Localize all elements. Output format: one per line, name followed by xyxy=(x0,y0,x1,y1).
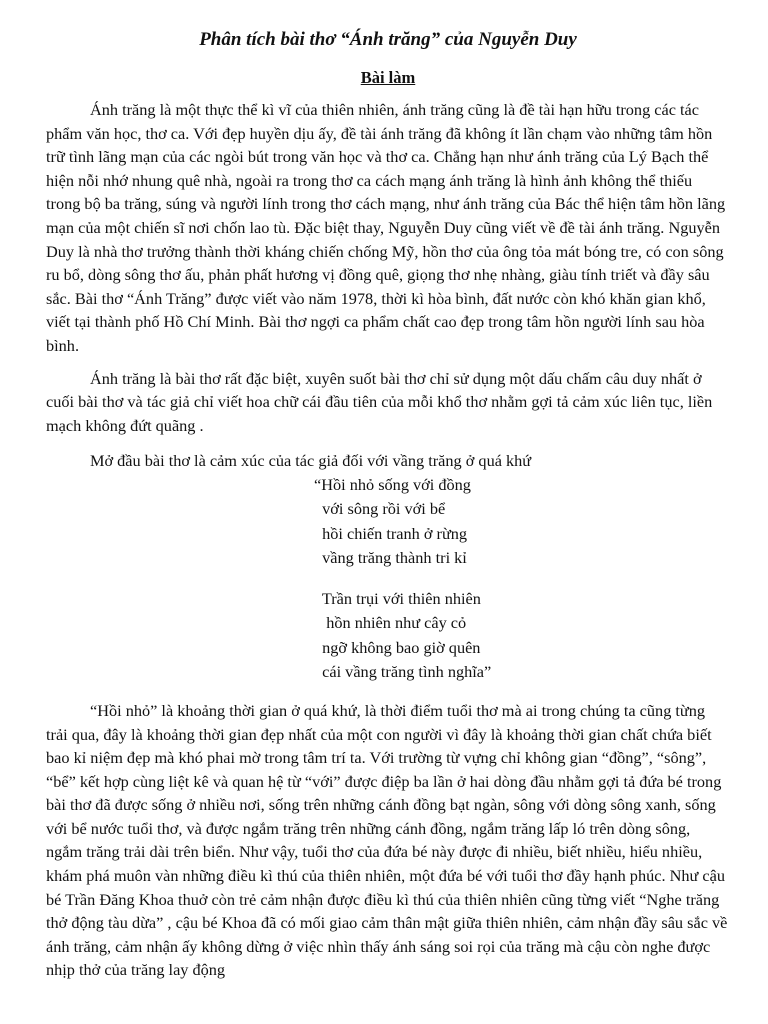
poem-line: vầng trăng thành tri kỉ xyxy=(314,548,467,568)
poem-line: với sông rồi với bể xyxy=(314,499,446,519)
poem-line: Trần trụi với thiên nhiên xyxy=(314,588,481,608)
poem-stanza-1 xyxy=(46,473,730,571)
poem-line: hồi chiến tranh ở rừng xyxy=(314,523,468,543)
poem-line: cái vầng trăng tình nghĩa” xyxy=(314,662,492,682)
poem-stanza-2 xyxy=(46,587,730,685)
poem-line: hồn nhiên như cây cỏ xyxy=(314,613,467,633)
page-title: Phân tích bài thơ “Ánh trăng” của Nguyễn Duy xyxy=(199,29,577,50)
paragraph-2: Ánh trăng là bài thơ rất đặc biệt, xuyên suốt bài thơ chỉ sử dụng một dấu chấm câu duy nhất ở cuối bài thơ và tác giả chỉ viết hoa chữ cái đầu tiên của mỗi khổ thơ nhằm gợi tả cảm xúc liên tục, liền mạch không đứt quãng . xyxy=(46,368,713,435)
paragraph-3: “Hồi nhỏ” là khoảng thời gian ở quá khứ, là thời điểm tuổi thơ mà ai trong chúng ta cũng từng trải qua, đây là khoảng thời gian đẹp nhất của một con người vì đây là khoảng thời gian chất chứa biết bao kỉ niệm đẹp mà khó phai mờ trong tâm trí ta. Với trường từ vựng chỉ không gian “đồng”, “sông”, “bể” kết hợp cùng liệt kê và quan hệ từ “với” được điệp ba lần ở hai dòng đầu nhằm gợi tả đứa bé trong bài thơ đã được sống ở nhiều nơi, sống trên những cánh đồng bạt ngàn, sông với dòng sông xanh, sống với bể nước tuổi thơ, và được ngắm trăng trên những cánh đồng, ngắm trăng lấp ló trên dòng sông, ngắm trăng trải dài trên biển. Như vậy, tuổi thơ của đứa bé này được đi nhiều, biết nhiều, hiểu nhiều, khám phá muôn vàn những điều kì thú của thiên nhiên, một đứa bé với tuổi thơ đầy hạnh phúc. Như cậu bé Trần Đăng Khoa thuở còn trẻ cảm nhận được điều kì thú của thiên nhiên cũng từng viết “Nghe trăng thở động tàu dừa” , cậu bé Khoa đã có mối giao cảm thân mật giữa thiên nhiên, cảm nhận đầy sâu sắc về ánh trăng, cảm nhận ấy không dừng ở việc nhìn thấy ánh sáng soi rọi của trăng mà cậu còn nghe được nhịp thở của trăng lay động xyxy=(46,700,728,980)
poem-intro: Mở đầu bài thơ là cảm xúc của tác giả đối với vầng trăng ở quá khứ xyxy=(90,451,532,471)
poem-line: “Hồi nhỏ sống với đồng xyxy=(314,474,471,494)
paragraph-1: Ánh trăng là một thực thể kì vĩ của thiên nhiên, ánh trăng cũng là đề tài hạn hữu trong các tác phẩm văn học, thơ ca. Với đẹp huyền dịu ấy, đề tài ánh trăng đã không ít lần chạm vào những tâm hồn trữ tình lãng mạn của các ngòi bút trong văn học và thơ ca. Chẳng hạn như ánh trăng của Lý Bạch thể hiện nỗi nhớ nhung quê nhà, ngoài ra trong thơ ca cách mạng ánh trăng là hình ảnh không thể thiếu trong bộ ba trăng, súng và người lính trong thơ cách mạng, như ánh trăng của Bác thể hiện tâm hồn lãng mạn của một chiến sĩ nơi chốn lao tù. Đặc biệt thay, Nguyễn Duy cũng viết về đề tài ánh trăng. Nguyễn Duy là nhà thơ trưởng thành thời kháng chiến chống Mỹ, hồn thơ của ông tỏa mát bóng tre, có con sông ru bổ, dòng sông thơ ấu, phản phất hương vị đồng quê, giọng thơ nhẹ nhàng, giàu tính triết và đầy sâu sắc. Bài thơ “Ánh Trăng” được viết vào năm 1978, thời kì hòa bình, đất nước còn khó khăn gian khổ, viết tại thành phố Hồ Chí Minh. Bài thơ ngợi ca phẩm chất cao đẹp trong tâm hồn người lính sau hòa bình. xyxy=(46,100,726,355)
poem-line: ngỡ không bao giờ quên xyxy=(314,637,481,657)
page-subtitle: Bài làm xyxy=(360,68,416,87)
